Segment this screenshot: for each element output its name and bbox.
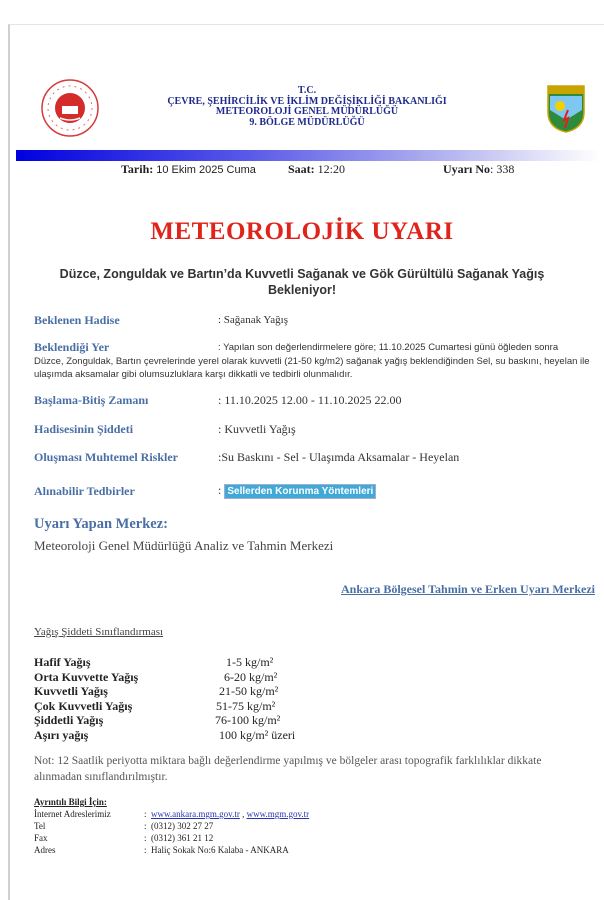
warning-number: Uyarı No: 338 — [443, 162, 515, 176]
field-label-time-range: Başlama-Bitiş Zamanı — [34, 393, 149, 407]
field-value-severity: : Kuvvetli Yağış — [218, 422, 296, 436]
header-gradient-band — [16, 150, 600, 161]
classification-row: Orta Kuvvette Yağış 6-20 kg/m² — [34, 669, 278, 684]
contact-info — [34, 796, 309, 856]
classification-table — [34, 655, 295, 742]
classification-row: Çok Kuvvetli Yağış 51-75 kg/m² — [34, 698, 276, 713]
letterhead — [0, 86, 604, 128]
classification-title: Yağış Şiddeti Sınıflandırması — [34, 626, 164, 638]
field-label-risks: Oluşması Muhtemel Riskler — [34, 450, 178, 464]
contact-web: İnternet Adreslerimiz : www.ankara.mgm.gov.tr , www.mgm.gov.tr — [34, 809, 310, 819]
field-value-risks: :Su Baskını - Sel - Ulaşımda Aksamalar - Heyelan — [218, 450, 460, 464]
center-label: Uyarı Yapan Merkez: — [34, 516, 168, 532]
field-label-measures: Alınabilir Tedbirler — [34, 484, 135, 498]
classification-row: Hafif Yağış 1-5 kg/m² — [34, 655, 274, 669]
ankara-mgm-link[interactable]: www.ankara.mgm.gov.tr — [151, 809, 240, 819]
field-label-event: Beklenen Hadise — [34, 313, 120, 327]
flood-protection-link[interactable]: Sellerden Korunma Yöntemleri — [224, 484, 376, 499]
header-line-2: ÇEVRE, ŞEHİRCİLİK VE İKLİM DEĞİŞİKLİĞİ BAKANLIĞI — [167, 95, 447, 107]
field-value-measures: : Sellerden Korunma Yöntemleri — [218, 483, 376, 498]
date: Tarih: 10 Ekim 2025 Cuma — [121, 162, 256, 176]
center-value: Meteoroloji Genel Müdürlüğü Analiz ve Tahmin Merkezi — [34, 538, 334, 553]
header-line-4: 9. BÖLGE MÜDÜRLÜĞÜ — [249, 116, 365, 128]
header-line-3: METEOROLOJİ GENEL MÜDÜRLÜĞÜ — [215, 106, 399, 117]
contact-address: Adres : Haliç Sokak No:6 Kalaba - ANKARA — [34, 845, 289, 855]
field-label-location: Beklendiği Yer — [34, 340, 110, 354]
header-line-1: T.C. — [297, 85, 317, 96]
contact-title: Ayrıntılı Bilgi İçin: — [34, 797, 107, 807]
classification-note: Not: 12 Saatlik periyotta miktara bağlı değerlendirme yapılmış ve bölgeler arası topografik farklılıklar dikkate alınmadan sınıflandırılmıştır. — [34, 755, 542, 783]
classification-row: Şiddetli Yağış 76-100 kg/m² — [34, 713, 281, 727]
field-label-severity: Hadisesinin Şiddeti — [34, 422, 134, 436]
mgm-link[interactable]: www.mgm.gov.tr — [246, 809, 310, 819]
contact-tel: Tel : (0312) 302 27 27 — [34, 821, 214, 831]
time: Saat: 12:20 — [288, 162, 346, 176]
classification-row: Kuvvetli Yağış 21-50 kg/m² — [34, 684, 279, 698]
page-title: METEOROLOJİK UYARI — [150, 218, 454, 245]
field-value-event: : Sağanak Yağış — [218, 314, 288, 326]
regional-center-link[interactable]: Ankara Bölgesel Tahmin ve Erken Uyarı Merkezi — [341, 582, 595, 596]
field-value-location: : Yapılan son değerlendirmelere göre; 11.10.2025 Cumartesi günü öğleden sonra — [218, 342, 559, 353]
field-value-location-cont: Düzce, Zonguldak, Bartın çevrelerinde yerel olarak kuvvetli (21-50 kg/m2) sağanak yağış beklendiğinden Sel, su baskını, heyelan ile ulaşımda aksamalar gibi olumsuzluklara karşı dikkatli ve tedbirli olunmalıdır. — [34, 356, 590, 380]
contact-fax: Fax : (0312) 361 21 12 — [34, 833, 214, 843]
warning-subtitle: Düzce, Zonguldak ve Bartın’da Kuvvetli Sağanak ve Gök Gürültülü Sağanak Yağış Bekleniyor! — [59, 267, 545, 297]
field-value-time-range: : 11.10.2025 12.00 - 11.10.2025 22.00 — [218, 393, 402, 407]
classification-row: Aşırı yağış 100 kg/m² üzeri — [34, 727, 296, 742]
